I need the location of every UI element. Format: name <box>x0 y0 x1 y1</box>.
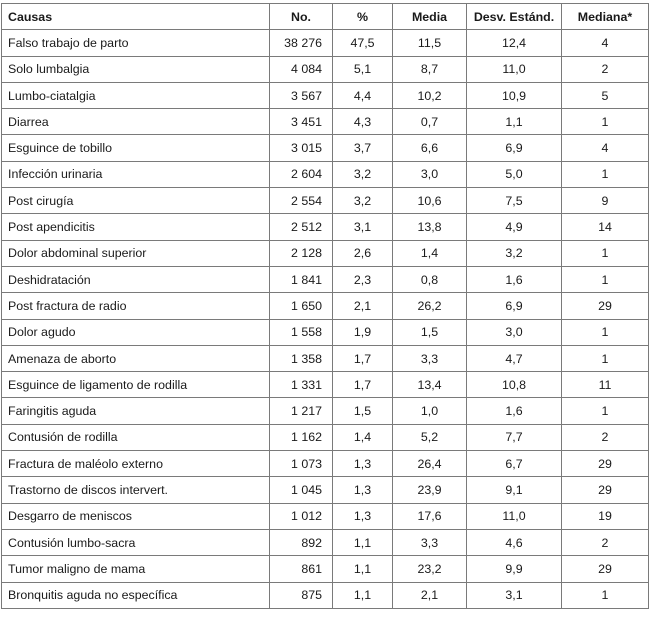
cell-mediana: 5 <box>562 82 649 108</box>
cell-desv: 1,1 <box>467 109 562 135</box>
cell-no: 2 604 <box>270 161 333 187</box>
cell-desv: 4,6 <box>467 529 562 555</box>
table-row <box>2 135 649 161</box>
cell-desv: 10,9 <box>467 82 562 108</box>
cell-pct: 3,1 <box>333 214 393 240</box>
cell-no: 1 045 <box>270 477 333 503</box>
cell-causa: Lumbo-ciatalgia <box>2 82 270 108</box>
table-row <box>2 529 649 555</box>
cell-no: 1 558 <box>270 319 333 345</box>
cell-causa: Post fractura de radio <box>2 293 270 319</box>
cell-causa: Contusión de rodilla <box>2 424 270 450</box>
cell-mediana: 4 <box>562 30 649 56</box>
cell-media: 3,3 <box>393 345 467 371</box>
cell-pct: 1,7 <box>333 372 393 398</box>
cell-pct: 1,4 <box>333 424 393 450</box>
cell-no: 38 276 <box>270 30 333 56</box>
cell-desv: 5,0 <box>467 161 562 187</box>
cell-causa: Infección urinaria <box>2 161 270 187</box>
cell-desv: 9,1 <box>467 477 562 503</box>
cell-pct: 2,6 <box>333 240 393 266</box>
cell-no: 1 841 <box>270 266 333 292</box>
cell-causa: Faringitis aguda <box>2 398 270 424</box>
header-mediana: Mediana* <box>562 4 649 30</box>
cell-pct: 4,3 <box>333 109 393 135</box>
cell-mediana: 2 <box>562 56 649 82</box>
table-row <box>2 188 649 214</box>
cell-pct: 47,5 <box>333 30 393 56</box>
cell-pct: 1,3 <box>333 477 393 503</box>
cell-desv: 7,7 <box>467 424 562 450</box>
table-row <box>2 345 649 371</box>
cell-no: 2 512 <box>270 214 333 240</box>
cell-pct: 2,1 <box>333 293 393 319</box>
cell-pct: 1,7 <box>333 345 393 371</box>
cell-desv: 3,2 <box>467 240 562 266</box>
cell-media: 1,5 <box>393 319 467 345</box>
cell-media: 2,1 <box>393 582 467 608</box>
cell-desv: 4,9 <box>467 214 562 240</box>
table-row <box>2 582 649 608</box>
cell-media: 10,6 <box>393 188 467 214</box>
cell-no: 1 650 <box>270 293 333 319</box>
cell-causa: Bronquitis aguda no específica <box>2 582 270 608</box>
cell-mediana: 4 <box>562 135 649 161</box>
cell-pct: 1,3 <box>333 503 393 529</box>
table-row <box>2 109 649 135</box>
cell-no: 1 012 <box>270 503 333 529</box>
header-media: Media <box>393 4 467 30</box>
cell-pct: 5,1 <box>333 56 393 82</box>
table-row <box>2 398 649 424</box>
cell-no: 1 073 <box>270 451 333 477</box>
cell-mediana: 1 <box>562 266 649 292</box>
cell-media: 3,3 <box>393 529 467 555</box>
table-body <box>2 30 649 609</box>
cell-no: 1 331 <box>270 372 333 398</box>
cell-mediana: 1 <box>562 319 649 345</box>
cell-pct: 1,1 <box>333 556 393 582</box>
cell-causa: Diarrea <box>2 109 270 135</box>
cell-causa: Falso trabajo de parto <box>2 30 270 56</box>
cell-desv: 6,9 <box>467 135 562 161</box>
cell-desv: 6,7 <box>467 451 562 477</box>
cell-pct: 4,4 <box>333 82 393 108</box>
table-row <box>2 424 649 450</box>
table-row <box>2 293 649 319</box>
cell-no: 875 <box>270 582 333 608</box>
cell-desv: 3,0 <box>467 319 562 345</box>
cell-media: 0,8 <box>393 266 467 292</box>
cell-causa: Post apendicitis <box>2 214 270 240</box>
table-row <box>2 266 649 292</box>
cell-no: 861 <box>270 556 333 582</box>
cell-mediana: 19 <box>562 503 649 529</box>
cell-media: 26,2 <box>393 293 467 319</box>
cell-pct: 3,2 <box>333 188 393 214</box>
table-header <box>2 4 649 30</box>
cell-media: 6,6 <box>393 135 467 161</box>
cell-media: 17,6 <box>393 503 467 529</box>
cell-causa: Deshidratación <box>2 266 270 292</box>
cell-desv: 6,9 <box>467 293 562 319</box>
table-row <box>2 30 649 56</box>
cell-desv: 4,7 <box>467 345 562 371</box>
cell-no: 1 358 <box>270 345 333 371</box>
cell-mediana: 29 <box>562 556 649 582</box>
cell-causa: Fractura de maléolo externo <box>2 451 270 477</box>
cell-media: 11,5 <box>393 30 467 56</box>
cell-causa: Esguince de tobillo <box>2 135 270 161</box>
cell-media: 1,0 <box>393 398 467 424</box>
cell-media: 5,2 <box>393 424 467 450</box>
header-row <box>2 4 649 30</box>
cell-causa: Post cirugía <box>2 188 270 214</box>
table-row <box>2 556 649 582</box>
cell-desv: 11,0 <box>467 56 562 82</box>
cell-media: 0,7 <box>393 109 467 135</box>
cell-media: 13,8 <box>393 214 467 240</box>
table-row <box>2 319 649 345</box>
table-row <box>2 477 649 503</box>
cell-mediana: 29 <box>562 451 649 477</box>
table-row <box>2 451 649 477</box>
cell-pct: 1,3 <box>333 451 393 477</box>
cell-causa: Tumor maligno de mama <box>2 556 270 582</box>
cell-no: 3 015 <box>270 135 333 161</box>
table-row <box>2 82 649 108</box>
cell-pct: 3,7 <box>333 135 393 161</box>
cell-desv: 11,0 <box>467 503 562 529</box>
header-no: No. <box>270 4 333 30</box>
cell-causa: Dolor abdominal superior <box>2 240 270 266</box>
cell-desv: 3,1 <box>467 582 562 608</box>
cell-mediana: 1 <box>562 240 649 266</box>
cell-no: 892 <box>270 529 333 555</box>
cell-pct: 3,2 <box>333 161 393 187</box>
cell-media: 13,4 <box>393 372 467 398</box>
cell-desv: 12,4 <box>467 30 562 56</box>
cell-media: 1,4 <box>393 240 467 266</box>
cell-no: 2 128 <box>270 240 333 266</box>
header-pct: % <box>333 4 393 30</box>
cell-causa: Esguince de ligamento de rodilla <box>2 372 270 398</box>
cell-pct: 1,1 <box>333 582 393 608</box>
cell-mediana: 2 <box>562 424 649 450</box>
cell-mediana: 1 <box>562 345 649 371</box>
cell-no: 3 567 <box>270 82 333 108</box>
table-row <box>2 56 649 82</box>
cell-causa: Solo lumbalgia <box>2 56 270 82</box>
table-row <box>2 240 649 266</box>
cell-media: 3,0 <box>393 161 467 187</box>
cell-pct: 1,1 <box>333 529 393 555</box>
cell-causa: Desgarro de meniscos <box>2 503 270 529</box>
cell-mediana: 14 <box>562 214 649 240</box>
cell-media: 26,4 <box>393 451 467 477</box>
cell-causa: Trastorno de discos intervert. <box>2 477 270 503</box>
cell-media: 23,2 <box>393 556 467 582</box>
cell-mediana: 9 <box>562 188 649 214</box>
cell-no: 3 451 <box>270 109 333 135</box>
table-row <box>2 503 649 529</box>
cell-mediana: 29 <box>562 477 649 503</box>
header-desv: Desv. Estánd. <box>467 4 562 30</box>
table-row <box>2 372 649 398</box>
cell-mediana: 29 <box>562 293 649 319</box>
cell-causa: Dolor agudo <box>2 319 270 345</box>
cell-media: 23,9 <box>393 477 467 503</box>
cell-desv: 10,8 <box>467 372 562 398</box>
cell-mediana: 1 <box>562 109 649 135</box>
cell-mediana: 2 <box>562 529 649 555</box>
cell-desv: 1,6 <box>467 398 562 424</box>
cell-no: 4 084 <box>270 56 333 82</box>
cell-pct: 1,9 <box>333 319 393 345</box>
data-table <box>1 3 649 609</box>
cell-causa: Contusión lumbo-sacra <box>2 529 270 555</box>
cell-no: 1 217 <box>270 398 333 424</box>
table-row <box>2 214 649 240</box>
cell-desv: 9,9 <box>467 556 562 582</box>
header-causas: Causas <box>2 4 270 30</box>
cell-causa: Amenaza de aborto <box>2 345 270 371</box>
cell-no: 1 162 <box>270 424 333 450</box>
cell-media: 10,2 <box>393 82 467 108</box>
cell-mediana: 1 <box>562 161 649 187</box>
cell-desv: 1,6 <box>467 266 562 292</box>
cell-mediana: 11 <box>562 372 649 398</box>
cell-no: 2 554 <box>270 188 333 214</box>
cell-desv: 7,5 <box>467 188 562 214</box>
cell-mediana: 1 <box>562 398 649 424</box>
cell-pct: 1,5 <box>333 398 393 424</box>
cell-media: 8,7 <box>393 56 467 82</box>
cell-mediana: 1 <box>562 582 649 608</box>
cell-pct: 2,3 <box>333 266 393 292</box>
table-row <box>2 161 649 187</box>
